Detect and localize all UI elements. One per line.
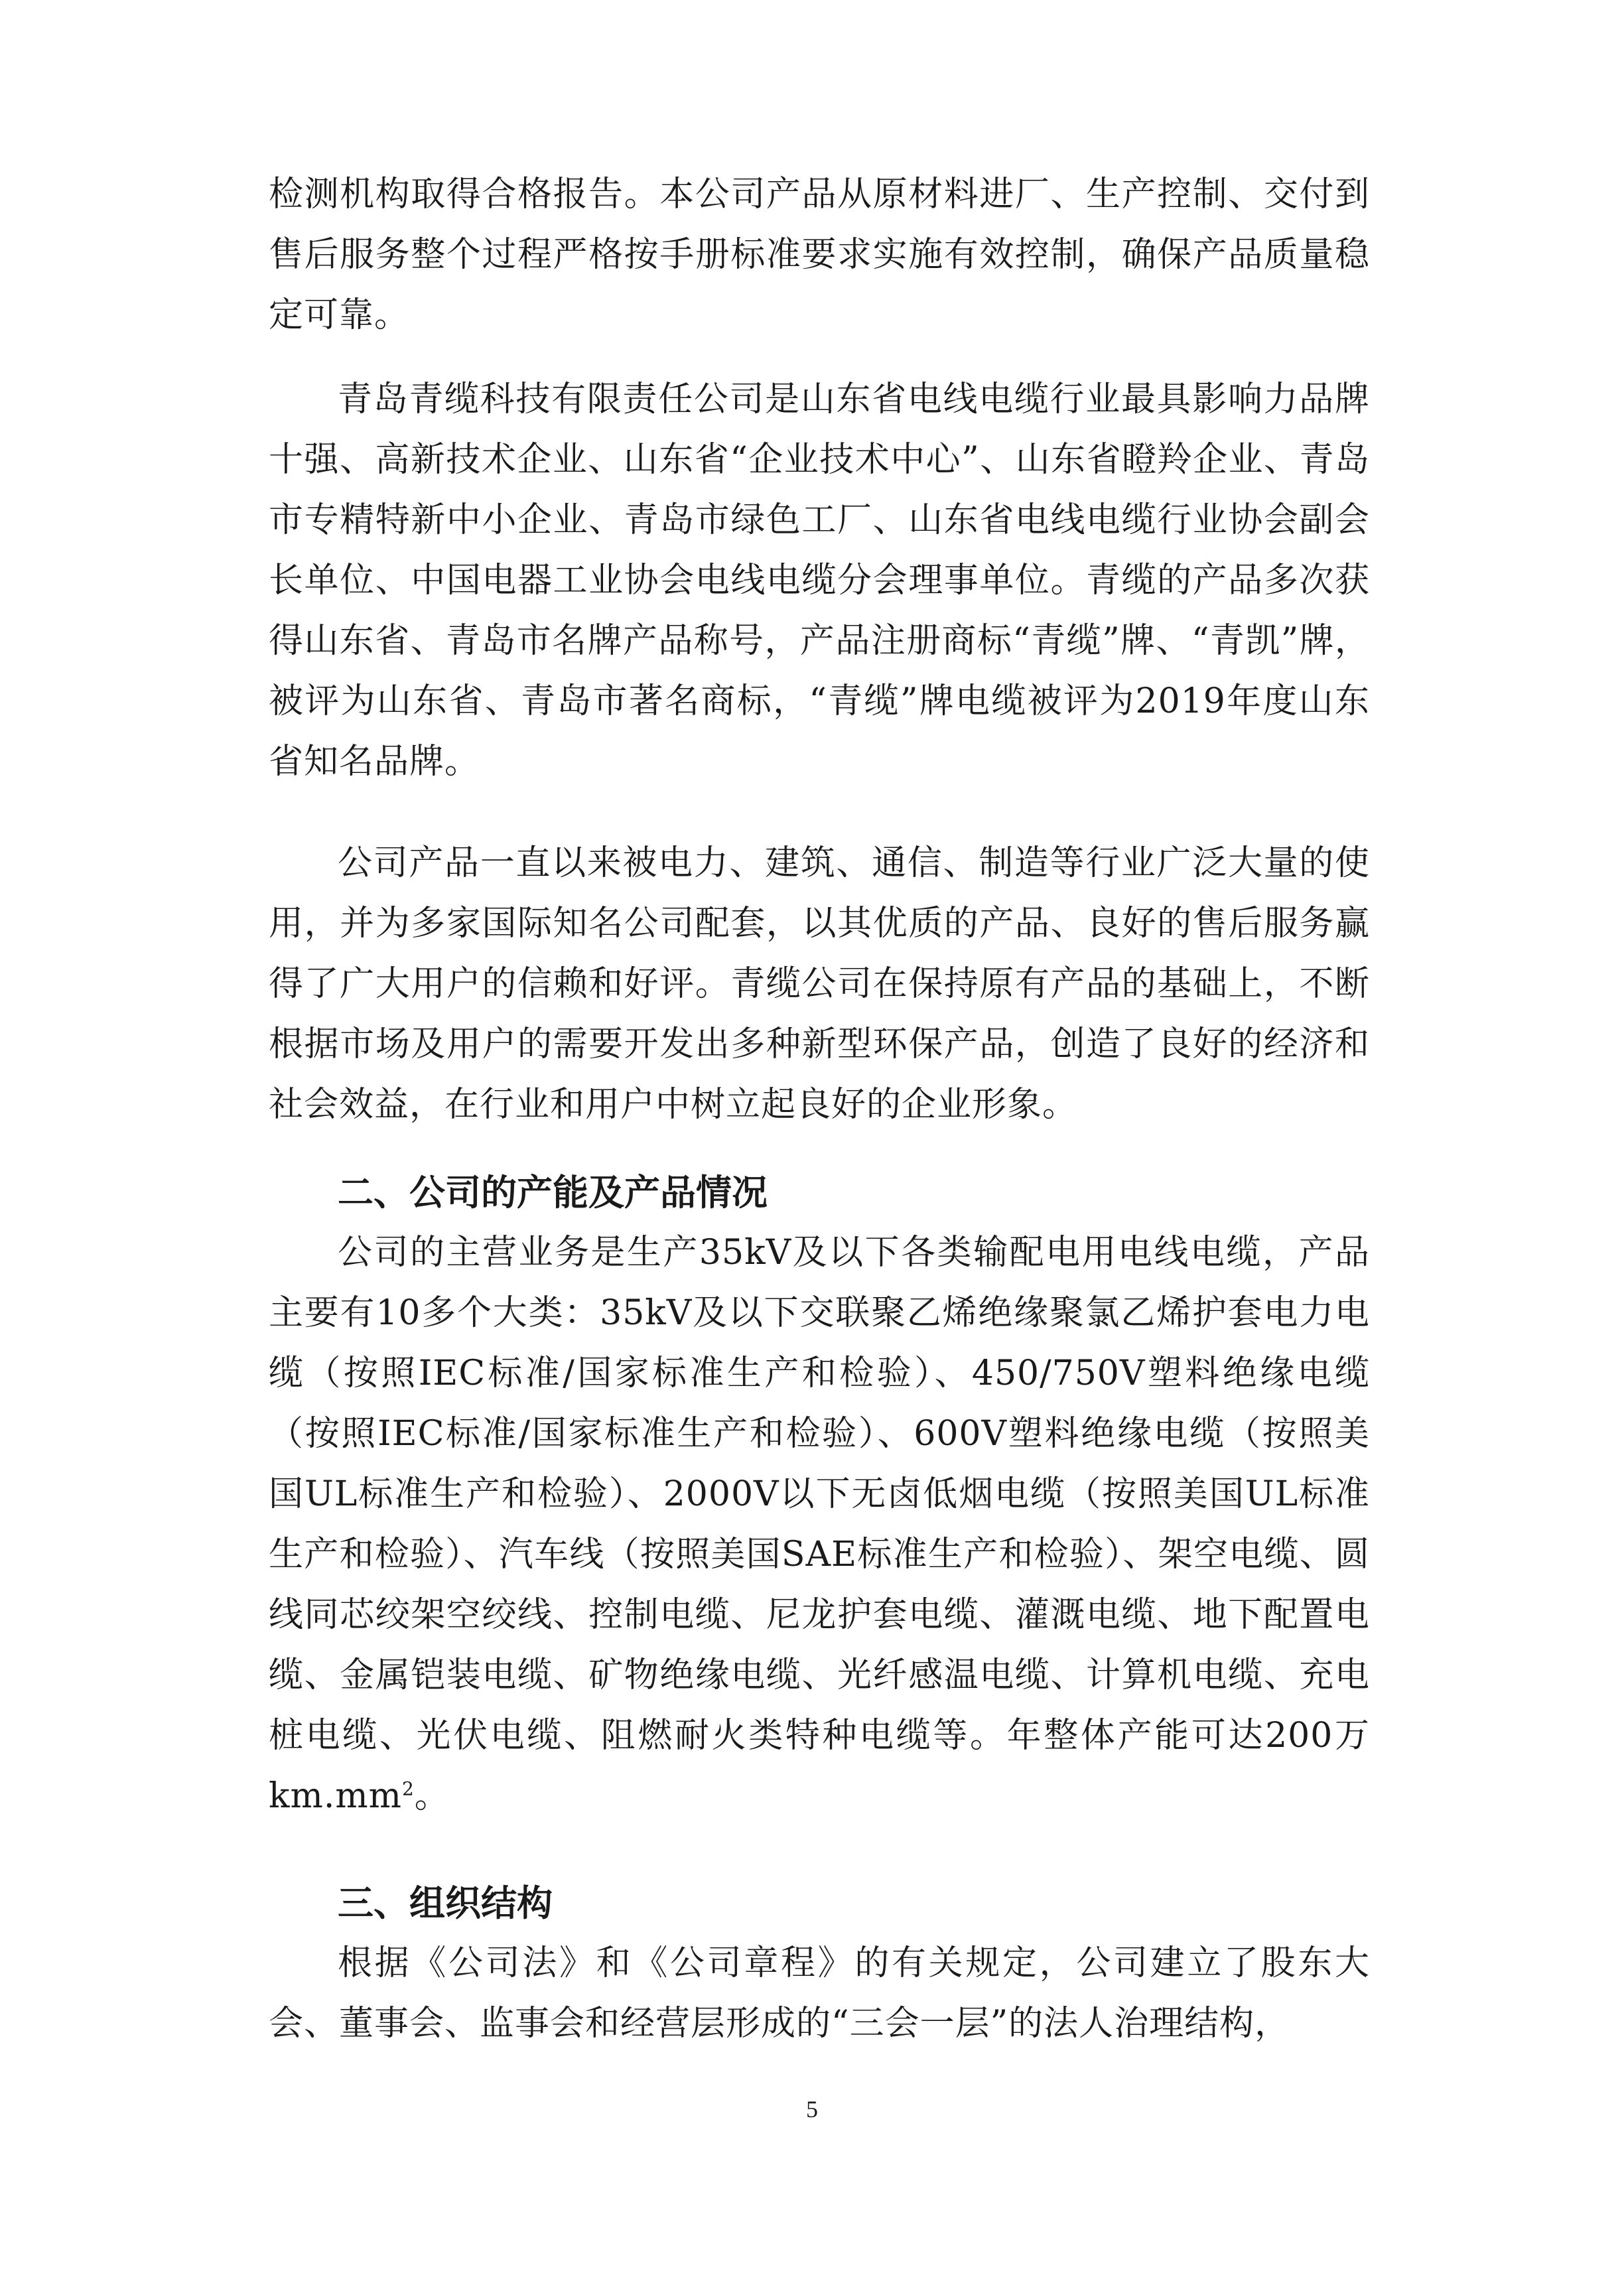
paragraph-market-reputation: 公司产品一直以来被电力、建筑、通信、制造等行业广泛大量的使用，并为多家国际知名公司配套，以其优质的产品、良好的售后服务赢得了广大用户的信赖和好评。青缆公司在保持原有产品的基础上，不断根据市场及用户的需要开发出多种新型环保产品，创造了良好的经济和社会效益，在行业和用户中树立起良好的企业形象。 (269, 843, 1370, 1125)
paragraph-main-business (269, 1223, 1370, 1827)
unit-superscript: 2 (401, 1777, 415, 1800)
paragraph-quality-control: 检测机构取得合格报告。本公司产品从原材料进厂、生产控制、交付到售后服务整个过程严格按手册标准要求实施有效控制，确保产品质量稳定可靠。 (269, 174, 1370, 335)
paragraph-company-honors: 青岛青缆科技有限责任公司是山东省电线电缆行业最具影响力品牌十强、高新技术企业、山东省“企业技术中心”、山东省瞪羚企业、青岛市专精特新中小企业、青岛市绿色工厂、山东省电线电缆行业协会副会长单位、中国电器工业协会电线电缆分会理事单位。青缆的产品多次获得山东省、青岛市名牌产品称号，产品注册商标“青缆”牌、“青凯”牌，被评为山东省、青岛市著名商标，“青缆”牌电缆被评为2019年度山东省知名品牌。 (269, 380, 1370, 782)
section-heading-capacity-products: 二、公司的产能及产品情况 (338, 1172, 768, 1214)
paragraph-governance: 根据《公司法》和《公司章程》的有关规定，公司建立了股东大会、董事会、监事会和经营层形成的“三会一层”的法人治理结构， (269, 1943, 1370, 2044)
page-number: 5 (806, 2096, 818, 2122)
section-heading-organization: 三、组织结构 (338, 1882, 553, 1924)
main-business-end: 。 (414, 1776, 450, 1816)
main-business-text: 公司的主营业务是生产35kV及以下各类输配电用电线电缆，产品主要有10多个大类：35kV及以下交联聚乙烯绝缘聚氯乙烯护套电力电缆（按照IEC标准/国家标准生产和检验）、450/750V塑料绝缘电缆（按照IEC标准/国家标准生产和检验）、600V塑料绝缘电缆（按照美国UL标准生产和检验）、2000V以下无卤低烟电缆（按照美国UL标准生产和检验）、汽车线（按照美国SAE标准生产和检验）、架空电缆、圆线同芯绞架空绞线、控制电缆、尼龙护套电缆、灌溉电缆、地下配置电缆、金属铠装电缆、矿物绝缘电缆、光纤感温电缆、计算机电缆、充电桩电缆、光伏电缆、阻燃耐火类特种电缆等。年整体产能可达200万km.mm (269, 1233, 1370, 1816)
